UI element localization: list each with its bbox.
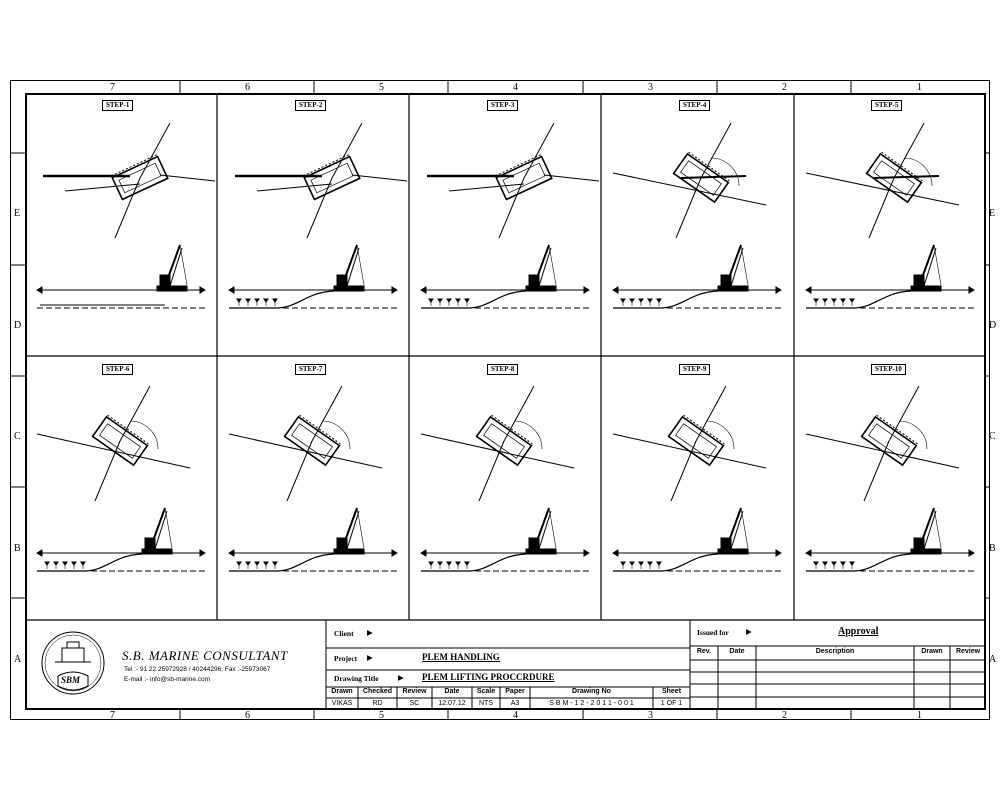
row-mark-left: C (14, 431, 21, 442)
rev-header: Rev. (696, 648, 712, 655)
company-name: S.B. MARINE CONSULTANT (122, 648, 288, 663)
step-label-7: STEP-7 (295, 364, 326, 375)
meta-sheet: 1 OF 1 (660, 700, 683, 707)
meta-drawing-no: S B M - 1 2 - 2 0 1 1 - 0 0 1 (549, 700, 634, 707)
drawing-title-label: Drawing Title (334, 674, 379, 683)
row-mark-left: B (14, 543, 21, 554)
meta-checked: RD (372, 700, 383, 707)
meta-header: Drawing No (572, 688, 611, 695)
meta-header: Paper (505, 688, 525, 695)
col-mark-bottom: 5 (379, 710, 384, 721)
col-mark-top: 7 (110, 82, 115, 93)
arrow-right-icon: ▶ (367, 653, 373, 662)
step-label-9: STEP-9 (679, 364, 710, 375)
step-label-1: STEP-1 (102, 100, 133, 111)
client-label: Client (334, 629, 354, 638)
row-mark-left: A (14, 654, 22, 665)
arrow-right-icon: ▶ (398, 673, 404, 682)
step-label-4: STEP-4 (679, 100, 710, 111)
rev-header: Review (955, 648, 981, 655)
col-mark-bottom: 4 (513, 710, 518, 721)
meta-header: Date (444, 688, 460, 695)
step-label-8: STEP-8 (487, 364, 518, 375)
rev-header: Date (729, 648, 745, 655)
rev-header: Description (815, 648, 855, 655)
meta-paper: A3 (510, 700, 520, 707)
meta-scale: NTS (479, 700, 493, 707)
row-mark-right: C (989, 431, 996, 442)
col-mark-top: 1 (917, 82, 922, 93)
col-mark-bottom: 6 (245, 710, 250, 721)
meta-header: Sheet (661, 688, 682, 695)
row-mark-right: E (989, 208, 996, 219)
meta-header: Drawn (331, 688, 353, 695)
meta-header: Scale (476, 688, 496, 695)
step-label-5: STEP-5 (871, 100, 902, 111)
meta-header: Checked (362, 688, 393, 695)
company-phone: Tel :- 91 22 25972928 / 40244296, Fax :-25973067 (124, 666, 271, 673)
row-mark-right: D (989, 320, 997, 331)
col-mark-top: 4 (513, 82, 518, 93)
project-value: PLEM HANDLING (422, 652, 500, 662)
meta-date: 12.07.12 (438, 700, 466, 707)
meta-header: Review (402, 688, 427, 695)
col-mark-top: 5 (379, 82, 384, 93)
col-mark-top: 6 (245, 82, 250, 93)
company-email: E-mail :- info@sb-marine.com (124, 676, 211, 683)
row-mark-left: E (14, 208, 21, 219)
row-mark-left: D (14, 320, 22, 331)
step-label-3: STEP-3 (487, 100, 518, 111)
row-mark-right: B (989, 543, 996, 554)
step-label-2: STEP-2 (295, 100, 326, 111)
step-label-10: STEP-10 (871, 364, 906, 375)
drawing-title-value: PLEM LIFTING PROCCRDURE (422, 672, 555, 682)
arrow-right-icon: ▶ (367, 628, 373, 637)
step-label-6: STEP-6 (102, 364, 133, 375)
col-mark-bottom: 7 (110, 710, 115, 721)
row-mark-right: A (989, 654, 997, 665)
logo-text: SBM (61, 675, 81, 685)
arrow-right-icon: ▶ (746, 627, 752, 636)
meta-review: SC (409, 700, 420, 707)
col-mark-bottom: 1 (917, 710, 922, 721)
rev-header: Drawn (921, 648, 943, 655)
meta-drawn: VIKAS (331, 700, 353, 707)
col-mark-bottom: 2 (782, 710, 787, 721)
col-mark-top: 3 (648, 82, 653, 93)
col-mark-top: 2 (782, 82, 787, 93)
issued-for-value: Approval (838, 626, 879, 637)
col-mark-bottom: 3 (648, 710, 653, 721)
project-label: Project (334, 654, 358, 663)
issued-for-label: Issued for (697, 628, 729, 637)
